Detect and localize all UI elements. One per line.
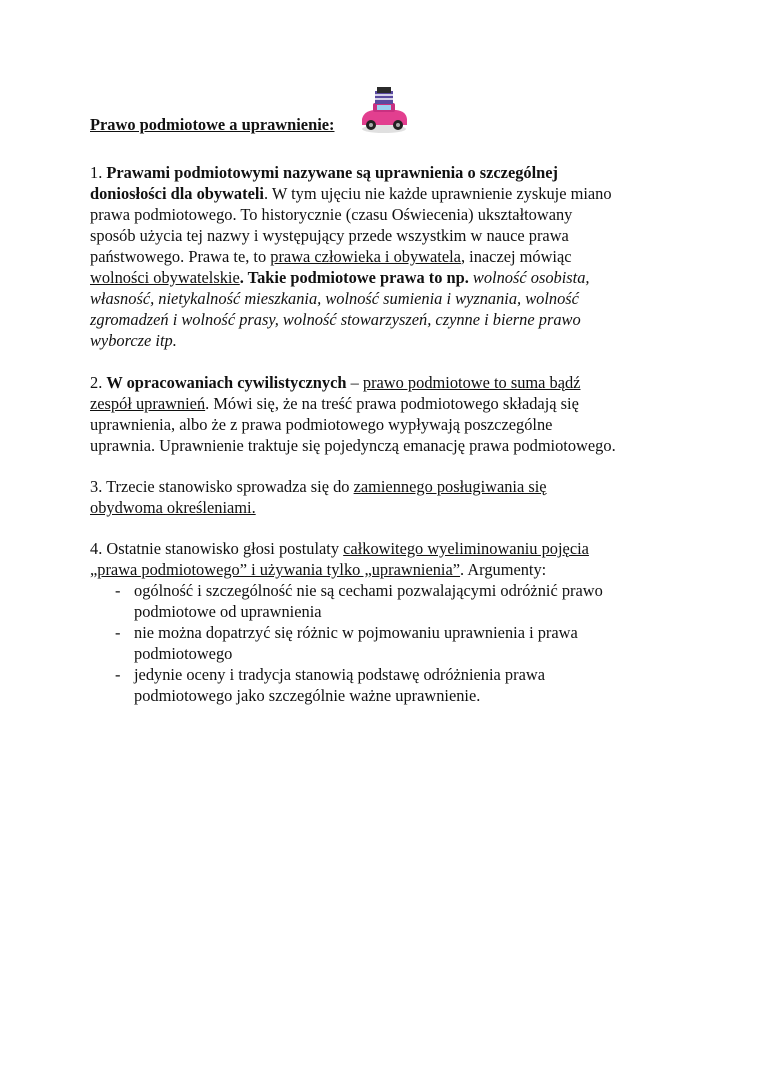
bullet-dash: -	[115, 623, 121, 642]
p4-line-1: 4. Ostatnie stanowisko głosi postulaty całkowitego wyeliminowaniu pojęcia	[90, 539, 589, 558]
p1-line-1: 1. Prawami podmiotowymi nazywane są uprawnienia o szczególnej	[90, 163, 559, 182]
bullet-3-line-1: jedynie oceny i tradycja stanowią podstawę odróżnienia prawa	[134, 665, 545, 684]
bullet-2-line-2: podmiotowego	[134, 644, 233, 663]
p1-line-3: prawa podmiotowego. To historycznie (czasu Oświecenia) ukształtowany	[90, 205, 573, 224]
document-title: Prawo podmiotowe a uprawnienie:	[90, 115, 335, 134]
p1-line-8: zgromadzeń i wolność prasy, wolność stowarzyszeń, czynne i bierne prawo	[90, 310, 581, 329]
p1-line-5: państwowego. Prawa te, to prawa człowieka i obywatela, inaczej mówiąc	[90, 247, 572, 266]
p2-line-1: 2. W opracowaniach cywilistycznych – prawo podmiotowe to suma bądź	[90, 373, 581, 392]
p3-line-2: obydwoma określeniami.	[90, 498, 256, 517]
p1-line-2: doniosłości dla obywateli. W tym ujęciu nie każde uprawnienie zyskuje miano	[90, 184, 612, 203]
heading-row	[90, 115, 334, 135]
bullet-3-line-2: podmiotowego jako szczególnie ważne uprawnienie.	[134, 686, 481, 705]
bullet-dash: -	[115, 665, 121, 684]
bullet-1-line-1: ogólność i szczególność nie są cechami pozwalającymi odróżnić prawo	[134, 581, 603, 600]
p1-line-7: własność, nietykalność mieszkania, wolność sumienia i wyznania, wolność	[90, 289, 579, 308]
p2-line-2: zespół uprawnień. Mówi się, że na treść prawa podmiotowego składają się	[90, 394, 579, 413]
p2-line-3: uprawnienia, albo że z prawa podmiotowego wypływają poszczególne	[90, 415, 553, 434]
car-clipart-image	[358, 85, 410, 135]
p3-line-1: 3. Trzecie stanowisko sprowadza się do zamiennego posługiwania się	[90, 477, 547, 496]
p4-line-2: „prawa podmiotowego” i używania tylko „uprawnienia”. Argumenty:	[90, 560, 547, 579]
p2-line-4: uprawnia. Uprawnienie traktuje się pojedynczą emanację prawa podmiotowego.	[90, 436, 616, 455]
p1-line-4: sposób użycia tej nazwy i występujący przede wszystkim w nauce prawa	[90, 226, 569, 245]
bullet-1-line-2: podmiotowe od uprawnienia	[134, 602, 322, 621]
bullet-dash: -	[115, 581, 121, 600]
p1-line-6: wolności obywatelskie. Takie podmiotowe prawa to np. wolność osobista,	[90, 268, 590, 287]
bullet-2-line-1: nie można dopatrzyć się różnic w pojmowaniu uprawnienia i prawa	[134, 623, 578, 642]
p1-line-9: wyborcze itp.	[90, 331, 177, 350]
